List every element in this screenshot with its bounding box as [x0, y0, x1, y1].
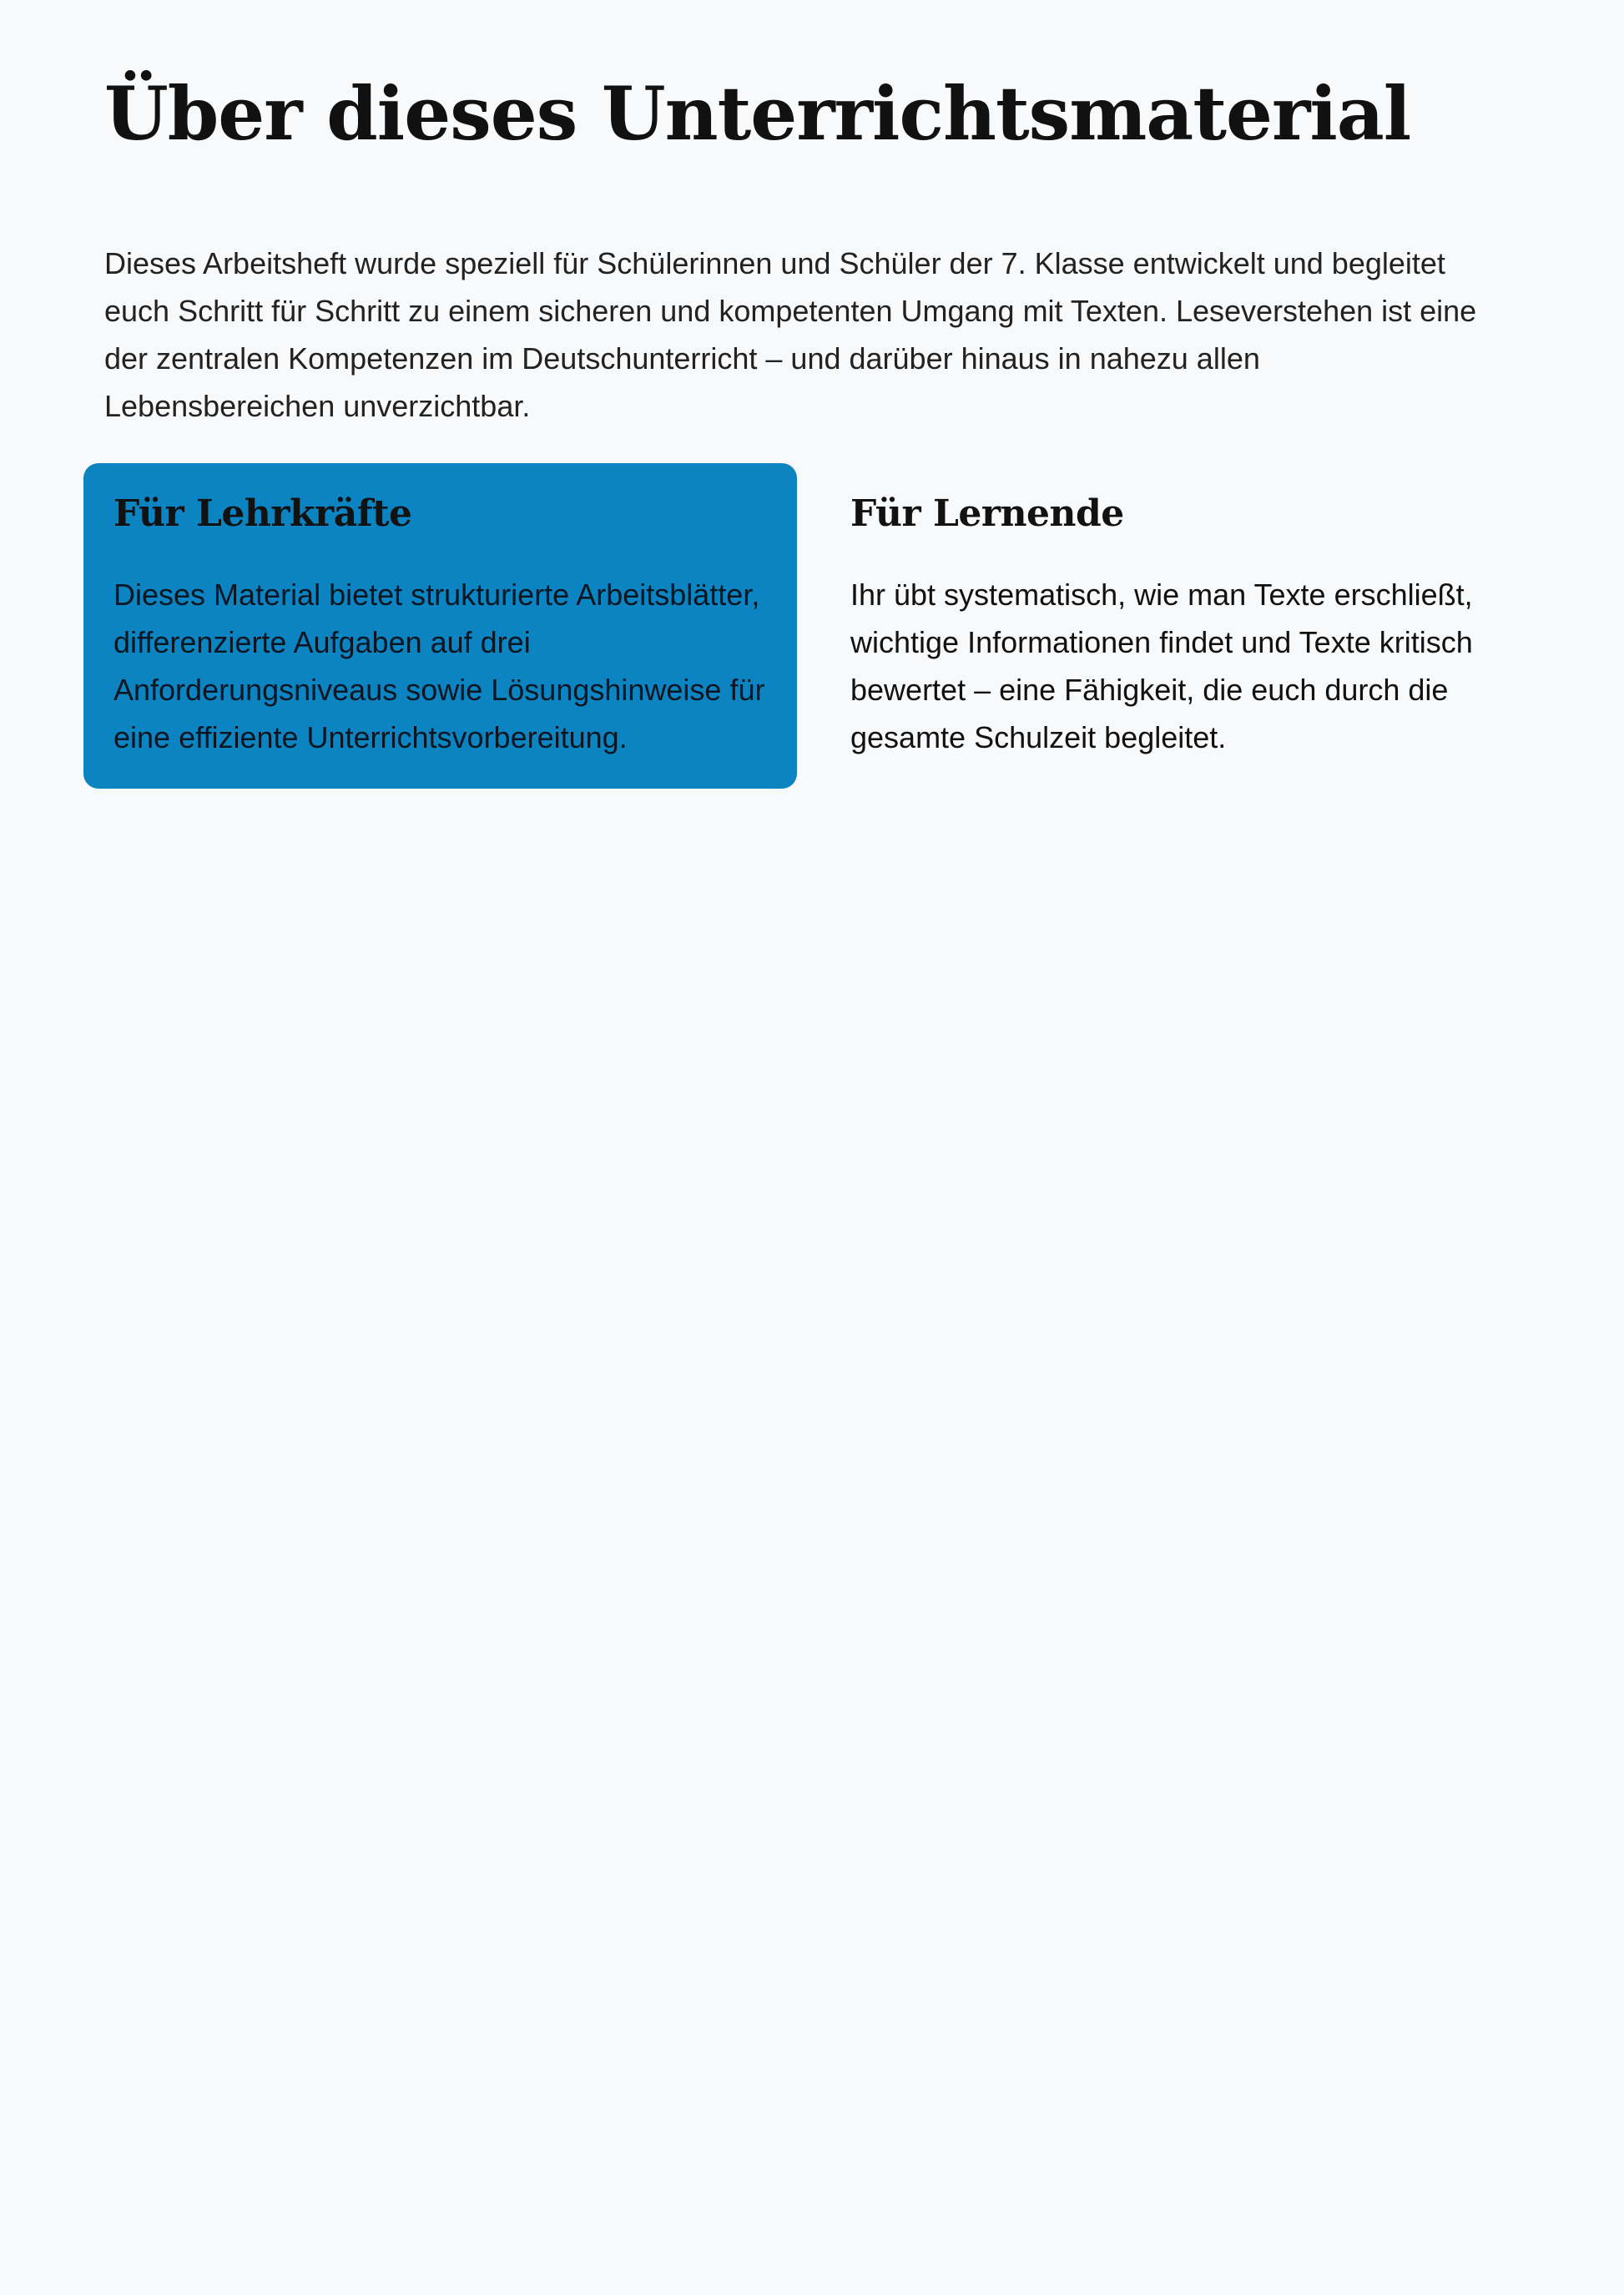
- learners-card-heading: Für Lernende: [850, 492, 1124, 535]
- page-title: Über dieses Unterrichtsmaterial: [104, 70, 1411, 157]
- learners-card-text: Ihr übt systematisch, wie man Texte erschließt, wichtige Informationen findet und Texte kritisch bewertet – eine Fähigkeit, die euch durch die gesamte Schulzeit begleitet.: [850, 577, 1473, 754]
- teachers-card-heading: Für Lehrkräfte: [113, 492, 412, 535]
- learners-card: [820, 463, 1555, 789]
- teachers-card-text: Dieses Material bietet strukturierte Arbeitsblätter, differenzierte Aufgaben auf drei Anforderungsniveaus sowie Lösungshinweise für eine effiziente Unterrichtsvorbereitung.: [113, 577, 765, 754]
- intro-paragraph: Dieses Arbeitsheft wurde speziell für Schülerinnen und Schüler der 7. Klasse entwickelt und begleitet euch Schritt für Schritt zu einem sicheren und kompetenten Umgang mit Texten. Leseverstehen ist eine der zentralen Kompetenzen im Deutschunterricht – und darüber hinaus in nahezu allen Lebensbereichen unverzichtbar.: [104, 246, 1477, 423]
- teachers-card: [83, 463, 797, 789]
